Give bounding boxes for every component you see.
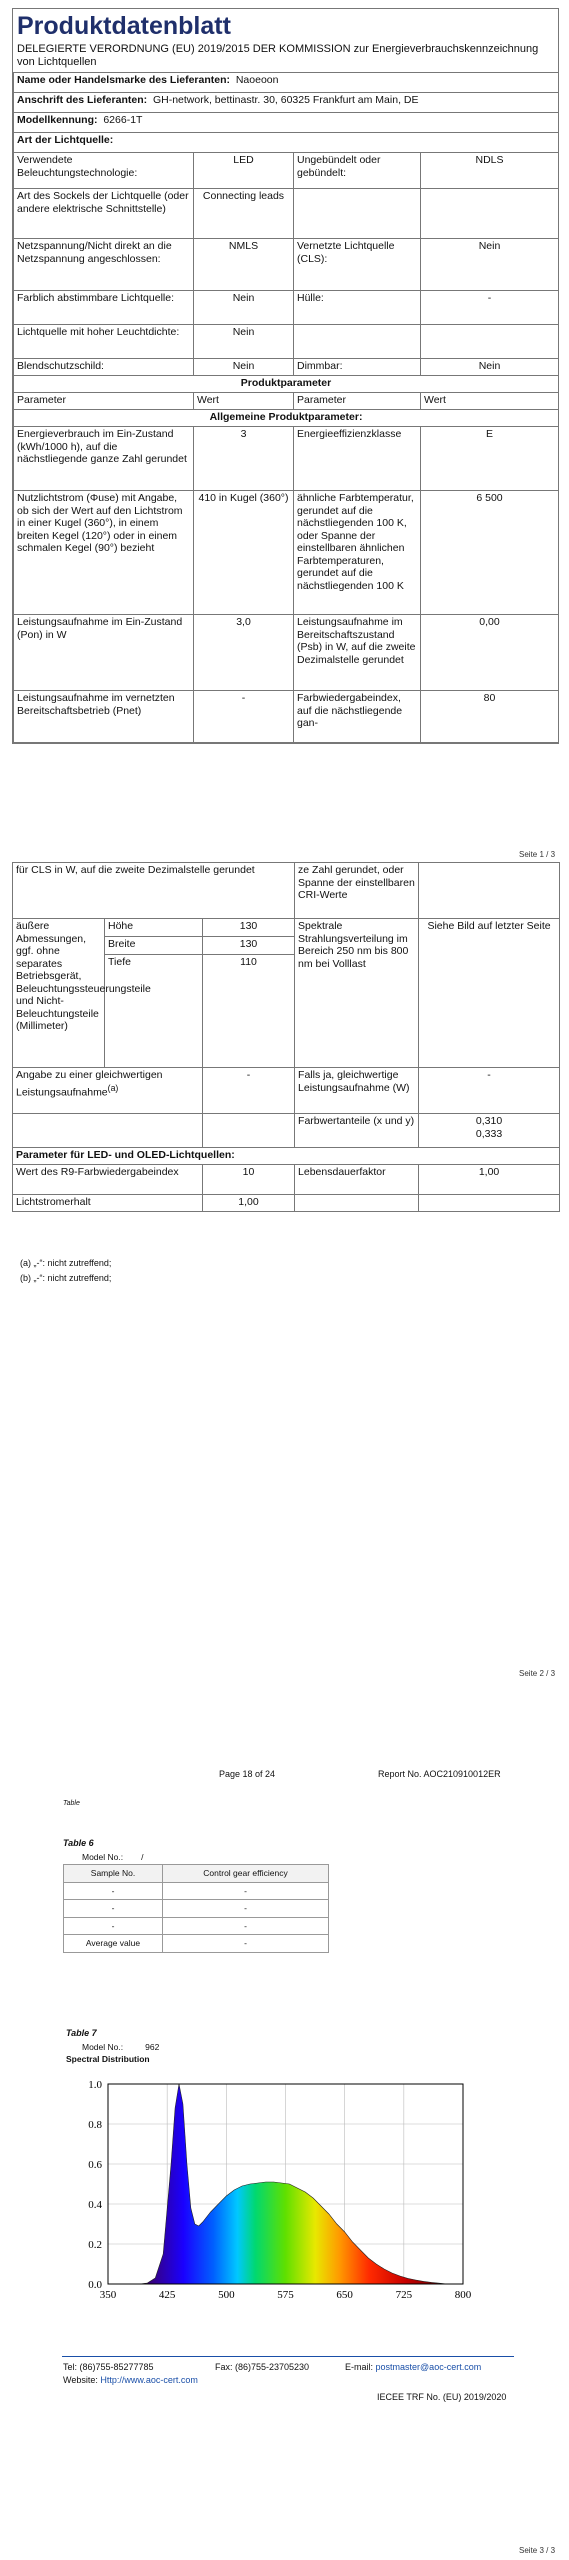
- cell: Netzspannung/Nicht direkt an die Netzspannung angeschlossen:: [14, 239, 194, 291]
- cell: Lichtquelle mit hoher Leuchtdichte:: [14, 325, 194, 359]
- model-label: Model No.:: [82, 2042, 124, 2052]
- cell: Nein: [194, 359, 294, 376]
- height-value: 130: [203, 919, 295, 937]
- supplier-address-label: Anschrift des Lieferanten:: [17, 94, 148, 106]
- equiv2-label: Falls ja, gleichwertige Leistungsaufnahme (W): [295, 1068, 419, 1114]
- model-row: [14, 113, 559, 133]
- datasheet-table-1: [13, 72, 559, 743]
- cell: für CLS in W, auf die zweite Dezimalstelle gerundet: [13, 863, 295, 919]
- regulation-text: DELEGIERTE VERORDNUNG (EU) 2019/2015 DER KOMMISSION zur Energieverbrauchskennzeichnung von Lichtquellen: [17, 43, 539, 68]
- cell: Dimmbar:: [294, 359, 421, 376]
- cell: -: [194, 691, 294, 743]
- table-word: Table: [63, 1800, 80, 1807]
- col-header: Parameter: [14, 393, 194, 410]
- footer-trf: IECEE TRF No. (EU) 2019/2020: [377, 2392, 507, 2402]
- cell: -: [421, 291, 559, 325]
- table6: [63, 1864, 329, 1953]
- spectral-label: Spektrale Strahlungsverteilung im Bereich 250 nm bis 800 nm bei Volllast: [295, 919, 419, 1068]
- report-page-of: Page 18 of 24: [219, 1769, 276, 1779]
- equiv2-value: -: [419, 1068, 560, 1114]
- x-tick-label: 500: [218, 2289, 235, 2301]
- datasheet-page-1: [12, 8, 559, 744]
- y-tick-label: 0.8: [88, 2119, 102, 2131]
- model-label: Modellkennung:: [17, 114, 98, 126]
- table6-title: Table 6: [63, 1838, 94, 1848]
- model-label: Model No.:: [82, 1852, 124, 1862]
- cell: Verwendete Beleuchtungstechnologie:: [14, 153, 194, 189]
- cell: Nutzlichtstrom (Φuse) mit Angabe, ob sich der Wert auf den Lichtstrom in einer Kugel (360°), in einem breiten Kegel (120°) oder in einem schmalen Kegel (90°) bezieht: [14, 491, 194, 615]
- report-number: Report No. AOC210910012ER: [378, 1769, 501, 1779]
- table-row: [64, 1917, 329, 1935]
- footer-tel: Tel: (86)755-85277785: [63, 2362, 154, 2372]
- cell: 3,0: [194, 615, 294, 691]
- col-header: Sample No.: [64, 1865, 163, 1883]
- page-number-3: Seite 3 / 3: [519, 2546, 556, 2555]
- y-tick-label: 0.4: [88, 2199, 102, 2211]
- cell: Nein: [421, 359, 559, 376]
- product-params-heading: Produktparameter: [14, 376, 559, 393]
- x-tick-label: 725: [395, 2289, 413, 2301]
- cell: ähnliche Farbtemperatur, gerundet auf die nächstliegenden 100 K, oder Spanne der einstellbaren ähnlichen Farbtemperaturen, gerundet auf die nächstliegenden 100 K: [294, 491, 421, 615]
- spectral-title: Spectral Distribution: [66, 2054, 150, 2064]
- flux-value: 1,00: [203, 1195, 295, 1212]
- equiv-value: -: [203, 1068, 295, 1114]
- model-value: 962: [145, 2042, 160, 2052]
- x-tick-label: 575: [277, 2289, 294, 2301]
- cell: -: [163, 1917, 329, 1935]
- cell: 80: [421, 691, 559, 743]
- footer-website-row: [63, 2375, 198, 2385]
- x-tick-label: 650: [336, 2289, 353, 2301]
- cell: 0,00: [421, 615, 559, 691]
- chroma-label: Farbwertanteile (x und y): [295, 1114, 419, 1148]
- col-header: Parameter: [294, 393, 421, 410]
- note-a: (a) „-“: nicht zutreffend;: [20, 1258, 112, 1268]
- cell: Connecting leads: [194, 189, 294, 239]
- table7-model: [82, 2042, 159, 2052]
- supplier-name: Naoeoon: [235, 74, 279, 86]
- cell: Farbwiedergabeindex, auf die nächstliegende gan-: [294, 691, 421, 743]
- cell: NMLS: [194, 239, 294, 291]
- supplier-name-row: [14, 73, 559, 93]
- cell: -: [163, 1935, 329, 1953]
- cell: Average value: [64, 1935, 163, 1953]
- website-link[interactable]: Http://www.aoc-cert.com: [100, 2375, 198, 2385]
- website-label: Website:: [63, 2375, 98, 2385]
- cell: ze Zahl gerundet, oder Spanne der einstellbaren CRI-Werte: [295, 863, 419, 919]
- sheet-title: Produktdatenblatt: [17, 12, 231, 40]
- y-tick-label: 0.0: [88, 2279, 102, 2291]
- email-label: E-mail:: [345, 2362, 374, 2372]
- cell: Leistungsaufnahme im Ein-Zustand (Pon) in W: [14, 615, 194, 691]
- equiv-label: Angabe zu einer gleichwertigen Leistungsaufnahme$^{(a)}$: [13, 1068, 203, 1114]
- x-tick-label: 800: [454, 2289, 472, 2301]
- table-row: [64, 1935, 329, 1953]
- supplier-address: GH-network, bettinastr. 30, 60325 Frankfurt am Main, DE: [152, 94, 419, 106]
- type-label: Art der Lichtquelle:: [14, 133, 559, 153]
- table-row: [64, 1900, 329, 1918]
- table6-model: [82, 1852, 143, 1862]
- supplier-name-label: Name oder Handelsmarke des Lieferanten:: [17, 74, 230, 86]
- y-tick-label: 0.6: [88, 2159, 102, 2171]
- r9-value: 10: [203, 1165, 295, 1195]
- cell: 6 500: [421, 491, 559, 615]
- cell: [294, 325, 421, 359]
- chroma-x: 0,310: [475, 1115, 503, 1127]
- cell: [421, 189, 559, 239]
- note-b: (b) „-“: nicht zutreffend;: [20, 1273, 112, 1283]
- table7-title: Table 7: [66, 2028, 97, 2038]
- cell: Art des Sockels der Lichtquelle (oder andere elektrische Schnittstelle): [14, 189, 194, 239]
- model-id: 6266-1T: [103, 114, 143, 126]
- cell: NDLS: [421, 153, 559, 189]
- cell: [294, 189, 421, 239]
- col-header: Wert: [194, 393, 294, 410]
- life-label: Lebensdauerfaktor: [295, 1165, 419, 1195]
- general-params-heading: Allgemeine Produktparameter:: [14, 410, 559, 427]
- depth-label: Tiefe: [105, 955, 203, 1068]
- cell: -: [64, 1900, 163, 1918]
- footer-rule: [62, 2356, 514, 2357]
- cell: -: [64, 1882, 163, 1900]
- cell: Nein: [421, 239, 559, 291]
- dims-label: äußere Abmessungen, ggf. ohne separates Betriebsgerät, Beleuchtungssteuerungsteile und Nicht-Beleuchtungsteile (Millimeter): [13, 919, 105, 1068]
- cell: Farblich abstimmbare Lichtquelle:: [14, 291, 194, 325]
- cell: E: [421, 427, 559, 491]
- depth-value: 110: [203, 955, 295, 1068]
- page-number-2: Seite 2 / 3: [519, 1669, 556, 1678]
- cell: Hülle:: [294, 291, 421, 325]
- footer-fax: Fax: (86)755-23705230: [215, 2362, 310, 2372]
- height-label: Höhe: [105, 919, 203, 937]
- x-tick-label: 350: [99, 2289, 117, 2301]
- cell: -: [64, 1917, 163, 1935]
- cell: Leistungsaufnahme im Bereitschaftszustand (Psb) in W, auf die zweite Dezimalstelle gerundet: [294, 615, 421, 691]
- cell: Blendschutzschild:: [14, 359, 194, 376]
- cell: -: [163, 1900, 329, 1918]
- r9-label: Wert des R9-Farbwiedergabeindex: [13, 1165, 203, 1195]
- cell: -: [163, 1882, 329, 1900]
- led-params-heading: Parameter für LED- und OLED-Lichtquellen:: [13, 1148, 560, 1165]
- col-header: Control gear efficiency: [163, 1865, 329, 1883]
- cell: Nein: [194, 291, 294, 325]
- cell: 410 in Kugel (360°): [194, 491, 294, 615]
- life-value: 1,00: [419, 1165, 560, 1195]
- page-number-1: Seite 1 / 3: [519, 850, 556, 859]
- y-tick-label: 1.0: [88, 2079, 102, 2091]
- cell: LED: [194, 153, 294, 189]
- x-tick-label: 425: [158, 2289, 176, 2301]
- equiv-label-text: Angabe zu einer gleichwertigen Leistungsaufnahme: [16, 1069, 163, 1098]
- model-value: /: [141, 1852, 144, 1862]
- cell: Energieeffizienzklasse: [294, 427, 421, 491]
- col-header: Wert: [421, 393, 559, 410]
- cell: Nein: [194, 325, 294, 359]
- width-label: Breite: [105, 937, 203, 955]
- cell: Ungebündelt oder gebündelt:: [294, 153, 421, 189]
- table-row: [64, 1882, 329, 1900]
- cell: 3: [194, 427, 294, 491]
- width-value: 130: [203, 937, 295, 955]
- datasheet-table-2: [12, 862, 560, 1212]
- email-link[interactable]: postmaster@aoc-cert.com: [375, 2362, 482, 2372]
- y-tick-label: 0.2: [88, 2239, 102, 2251]
- supplier-address-row: [14, 93, 559, 113]
- cell: Vernetzte Lichtquelle (CLS):: [294, 239, 421, 291]
- cell: Leistungsaufnahme im vernetzten Bereitschaftsbetrieb (Pnet): [14, 691, 194, 743]
- footer-email-row: [345, 2362, 481, 2372]
- cell: [421, 325, 559, 359]
- cell: Energieverbrauch im Ein-Zustand (kWh/1000 h), auf die nächstliegende ganze Zahl gerundet: [14, 427, 194, 491]
- spectral-value: Siehe Bild auf letzter Seite: [419, 919, 560, 1068]
- flux-label: Lichtstromerhalt: [13, 1195, 203, 1212]
- chroma-y: 0,333: [475, 1127, 503, 1140]
- spectral-chart: [60, 2064, 480, 2324]
- spectral-area: [140, 2084, 448, 2284]
- chroma-values: [419, 1114, 560, 1148]
